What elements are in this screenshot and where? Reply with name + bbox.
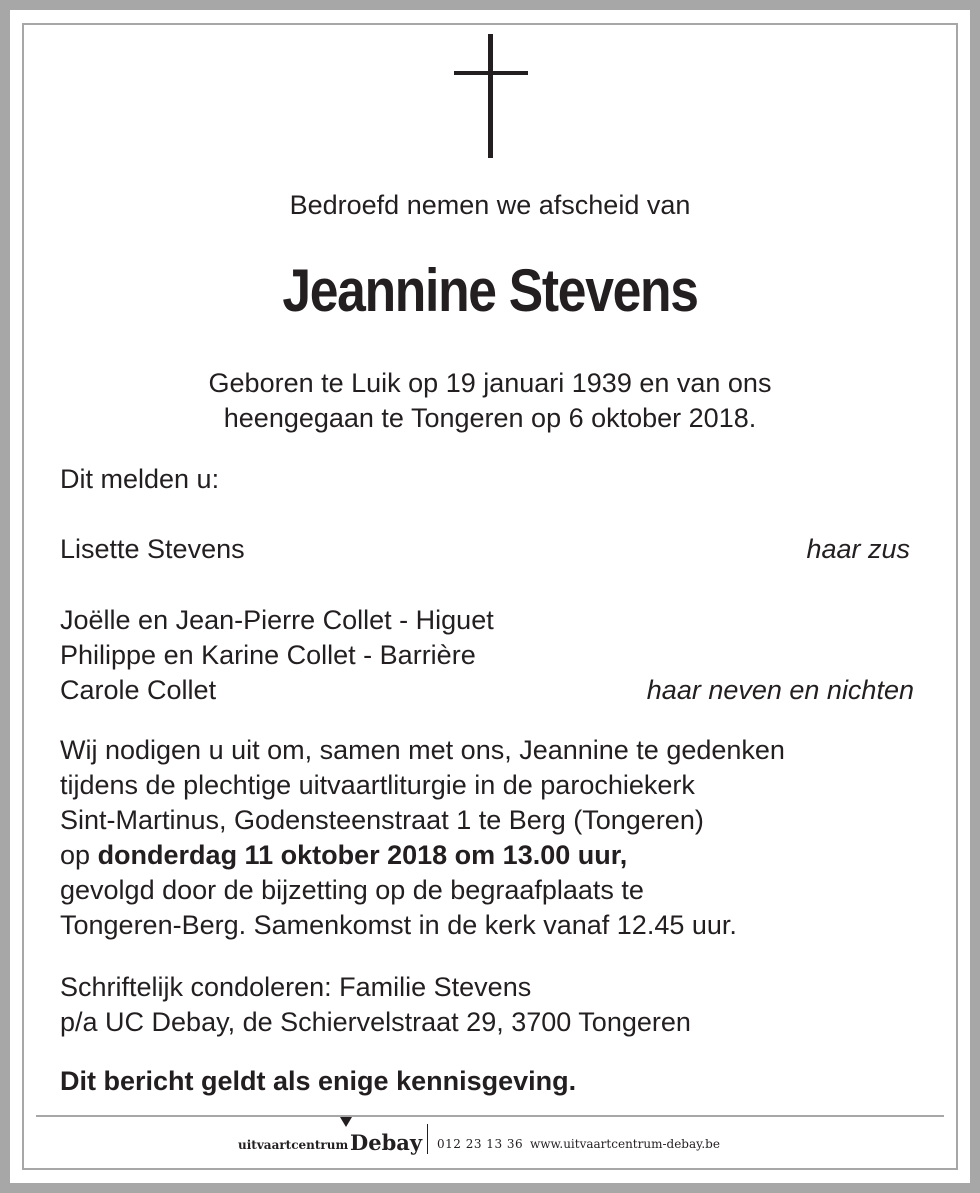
deceased-name: Jeannine Stevens	[282, 257, 698, 324]
footer-phone: 012 23 13 36	[437, 1137, 524, 1151]
birth-line: Geboren te Luik op 19 januari 1939 en van ons	[208, 368, 772, 398]
triangle-marker-icon	[340, 1117, 352, 1127]
footer	[0, 1128, 980, 1168]
ceremony-line-6: Tongeren-Berg. Samenkomst in de kerk vanaf 12.45 uur.	[60, 910, 737, 940]
footer-separator	[427, 1124, 428, 1154]
cross-icon	[454, 34, 528, 158]
ceremony-line-4	[60, 838, 627, 873]
ceremony-line-5: gevolgd door de bijzetting op de begraafplaats te	[60, 875, 644, 905]
cousin-2: Philippe en Karine Collet - Barrière	[60, 640, 476, 670]
footer-website: www.uitvaartcentrum-debay.be	[530, 1137, 720, 1151]
condolence-line-1: Schriftelijk condoleren: Familie Stevens	[60, 972, 532, 1002]
birth-death-info	[0, 366, 980, 436]
footer-brand: Debay	[350, 1130, 423, 1155]
condolence-line-2: p/a UC Debay, de Schiervelstraat 29, 3700 Tongeren	[60, 1007, 691, 1037]
notice-text: Dit bericht geldt als enige kennisgeving.	[60, 1066, 577, 1096]
footer-label: uitvaartcentrum	[238, 1138, 349, 1152]
ceremony-date-prefix: op	[60, 840, 91, 870]
ceremony-line-1: Wij nodigen u uit om, samen met ons, Jeannine te gedenken	[60, 735, 785, 765]
ceremony-line-3: Sint-Martinus, Godensteenstraat 1 te Berg (Tongeren)	[60, 805, 704, 835]
sister-name: Lisette Stevens	[60, 534, 245, 564]
sister-relation: haar zus	[806, 534, 910, 564]
cousin-1: Joëlle en Jean-Pierre Collet - Higuet	[60, 605, 494, 635]
death-line: heengegaan te Tongeren op 6 oktober 2018.	[223, 403, 757, 433]
footer-divider	[36, 1115, 944, 1117]
ceremony-date: donderdag 11 oktober 2018 om 13.00 uur,	[97, 840, 628, 870]
cousin-3: Carole Collet	[60, 675, 217, 705]
family-intro: Dit melden u:	[60, 464, 220, 494]
intro-text: Bedroefd nemen we afscheid van	[289, 190, 691, 220]
cousins-relation: haar neven en nichten	[646, 675, 914, 705]
ceremony-line-2: tijdens de plechtige uitvaartliturgie in de parochiekerk	[60, 770, 695, 800]
